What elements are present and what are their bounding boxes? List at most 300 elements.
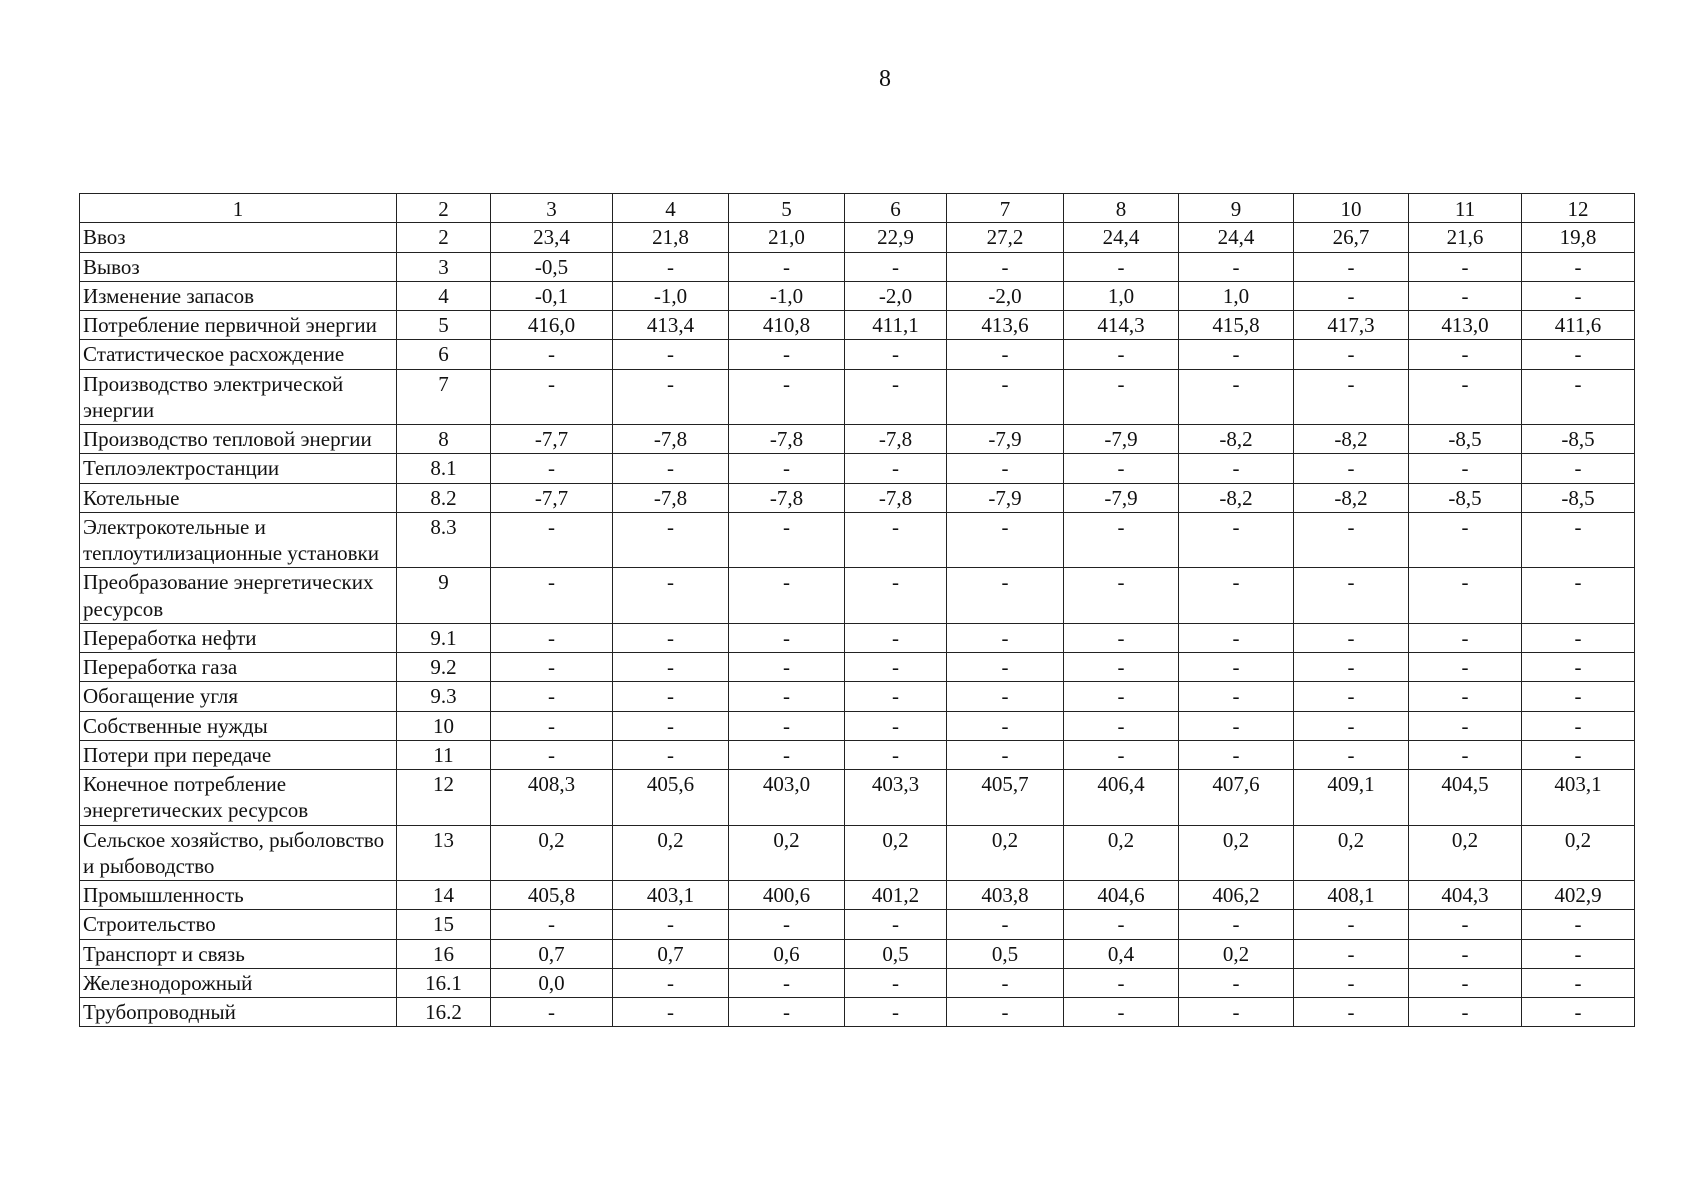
table-cell: -: [1522, 939, 1635, 968]
table-cell: -: [1294, 369, 1409, 425]
table-cell: 0,2: [491, 825, 613, 881]
table-row: [80, 998, 1635, 1027]
table-cell: -: [1522, 281, 1635, 310]
table-cell: -: [491, 682, 613, 711]
table-cell: -: [1409, 281, 1522, 310]
table-cell: -1,0: [613, 281, 729, 310]
table-cell: 403,1: [1522, 770, 1635, 826]
table-row: [80, 653, 1635, 682]
table-cell: 402,9: [1522, 881, 1635, 910]
table-cell: -: [1522, 568, 1635, 624]
table-cell: -: [947, 711, 1064, 740]
table-cell: -8,5: [1522, 425, 1635, 454]
table-cell: -: [1294, 281, 1409, 310]
table-cell: -: [1522, 623, 1635, 652]
table-cell: -: [491, 512, 613, 568]
table-cell: 403,1: [613, 881, 729, 910]
table-cell: -: [947, 568, 1064, 624]
table-cell: 0,2: [1179, 825, 1294, 881]
table-cell: -: [1522, 252, 1635, 281]
table-cell: -: [729, 711, 845, 740]
table-cell: 407,6: [1179, 770, 1294, 826]
table-cell: -: [1294, 740, 1409, 769]
table-cell: 409,1: [1294, 770, 1409, 826]
table-cell: -: [613, 340, 729, 369]
table-cell: -: [729, 369, 845, 425]
table-cell: -: [1179, 340, 1294, 369]
table-cell: -: [729, 252, 845, 281]
table-row: [80, 623, 1635, 652]
column-header: 3: [491, 194, 613, 223]
row-code: 6: [397, 340, 491, 369]
row-code: 7: [397, 369, 491, 425]
table-cell: -: [1179, 910, 1294, 939]
table-cell: 0,7: [613, 939, 729, 968]
table-cell: -: [947, 252, 1064, 281]
table-cell: -: [1179, 740, 1294, 769]
table-cell: 0,2: [845, 825, 947, 881]
table-cell: 403,8: [947, 881, 1064, 910]
table-cell: 0,0: [491, 968, 613, 997]
table-cell: -2,0: [947, 281, 1064, 310]
column-header: 1: [80, 194, 397, 223]
table-row: [80, 223, 1635, 252]
row-code: 3: [397, 252, 491, 281]
table-cell: -: [729, 340, 845, 369]
table-cell: 410,8: [729, 311, 845, 340]
table-cell: 405,8: [491, 881, 613, 910]
table-cell: -: [1522, 968, 1635, 997]
table-cell: -: [729, 910, 845, 939]
table-cell: -: [613, 568, 729, 624]
table-cell: -: [1409, 653, 1522, 682]
row-label: Обогащение угля: [80, 682, 397, 711]
table-cell: -: [613, 623, 729, 652]
row-label: Трубопроводный: [80, 998, 397, 1027]
row-label: Переработка газа: [80, 653, 397, 682]
row-label: Конечное потребление энергетических ресурсов: [80, 770, 397, 826]
table-cell: -: [613, 653, 729, 682]
table-row: [80, 968, 1635, 997]
table-cell: 408,3: [491, 770, 613, 826]
table-cell: -: [613, 910, 729, 939]
table-cell: -: [1294, 682, 1409, 711]
table-cell: 24,4: [1064, 223, 1179, 252]
table-cell: -: [1522, 369, 1635, 425]
table-cell: -: [729, 968, 845, 997]
table-cell: -: [491, 623, 613, 652]
table-cell: -2,0: [845, 281, 947, 310]
row-code: 8: [397, 425, 491, 454]
table-cell: 0,5: [947, 939, 1064, 968]
table-cell: -: [845, 910, 947, 939]
table-cell: -: [1064, 623, 1179, 652]
table-cell: 24,4: [1179, 223, 1294, 252]
table-body: [80, 223, 1635, 1027]
row-label: Железнодорожный: [80, 968, 397, 997]
page-number: 8: [879, 66, 891, 92]
column-header: 2: [397, 194, 491, 223]
table-cell: -: [1522, 910, 1635, 939]
table-cell: 411,1: [845, 311, 947, 340]
row-label: Промышленность: [80, 881, 397, 910]
table-row: [80, 825, 1635, 881]
table-cell: -: [1294, 939, 1409, 968]
table-cell: -: [613, 968, 729, 997]
table-cell: -: [947, 340, 1064, 369]
table-row: [80, 512, 1635, 568]
table-cell: -: [845, 682, 947, 711]
table-cell: -: [947, 740, 1064, 769]
row-label: Изменение запасов: [80, 281, 397, 310]
table-cell: -: [491, 740, 613, 769]
table-cell: -: [1409, 968, 1522, 997]
table-cell: 0,2: [1409, 825, 1522, 881]
table-cell: -: [491, 653, 613, 682]
row-code: 9.2: [397, 653, 491, 682]
table-cell: 0,2: [1179, 939, 1294, 968]
table-cell: -: [613, 740, 729, 769]
table-cell: -: [729, 682, 845, 711]
table-cell: -: [613, 711, 729, 740]
table-cell: -7,8: [845, 483, 947, 512]
table-cell: -: [1179, 369, 1294, 425]
table-cell: -: [1522, 512, 1635, 568]
table-cell: -: [613, 998, 729, 1027]
table-cell: 23,4: [491, 223, 613, 252]
table-cell: -: [947, 454, 1064, 483]
table-cell: -7,9: [1064, 425, 1179, 454]
column-header: 10: [1294, 194, 1409, 223]
column-header: 12: [1522, 194, 1635, 223]
table-cell: -: [729, 653, 845, 682]
row-label: Теплоэлектростанции: [80, 454, 397, 483]
row-label: Сельское хозяйство, рыболовство и рыбоводство: [80, 825, 397, 881]
table-cell: -: [491, 340, 613, 369]
table-cell: -: [1409, 910, 1522, 939]
table-cell: 1,0: [1179, 281, 1294, 310]
table-cell: -: [947, 512, 1064, 568]
table-cell: -: [1522, 653, 1635, 682]
table-cell: -8,5: [1522, 483, 1635, 512]
table-cell: -: [1409, 939, 1522, 968]
row-code: 15: [397, 910, 491, 939]
table-cell: -8,2: [1179, 425, 1294, 454]
row-code: 9: [397, 568, 491, 624]
table-cell: -: [1409, 252, 1522, 281]
column-header: 6: [845, 194, 947, 223]
row-code: 4: [397, 281, 491, 310]
table-cell: -: [845, 623, 947, 652]
table-cell: -: [1522, 998, 1635, 1027]
table-cell: -: [845, 568, 947, 624]
table-cell: 26,7: [1294, 223, 1409, 252]
table-cell: -: [845, 369, 947, 425]
column-header: 7: [947, 194, 1064, 223]
table-cell: -: [1409, 454, 1522, 483]
table-row: [80, 425, 1635, 454]
table-cell: -7,8: [729, 483, 845, 512]
row-code: 16.1: [397, 968, 491, 997]
table-cell: 416,0: [491, 311, 613, 340]
table-cell: -8,5: [1409, 425, 1522, 454]
table-cell: -: [1522, 340, 1635, 369]
table-cell: -: [491, 998, 613, 1027]
table-cell: -7,7: [491, 483, 613, 512]
table-cell: -: [1409, 340, 1522, 369]
table-cell: -: [845, 454, 947, 483]
table-cell: -7,8: [613, 425, 729, 454]
table-cell: 406,4: [1064, 770, 1179, 826]
table-cell: -: [1409, 998, 1522, 1027]
header-row: [80, 194, 1635, 223]
table-cell: -: [1409, 682, 1522, 711]
table-cell: 417,3: [1294, 311, 1409, 340]
table-cell: -: [613, 512, 729, 568]
table-cell: 0,4: [1064, 939, 1179, 968]
table-cell: -: [1409, 740, 1522, 769]
table-cell: -: [1294, 340, 1409, 369]
table-header: [80, 194, 1635, 223]
table-row: [80, 740, 1635, 769]
row-label: Вывоз: [80, 252, 397, 281]
table-cell: -: [613, 369, 729, 425]
table-cell: -: [729, 454, 845, 483]
table-cell: -8,5: [1409, 483, 1522, 512]
column-header: 4: [613, 194, 729, 223]
table-cell: -: [1064, 252, 1179, 281]
row-label: Потребление первичной энергии: [80, 311, 397, 340]
row-code: 2: [397, 223, 491, 252]
table-row: [80, 369, 1635, 425]
table-cell: -: [947, 910, 1064, 939]
table-row: [80, 711, 1635, 740]
table-cell: -: [1294, 711, 1409, 740]
table-cell: -: [845, 340, 947, 369]
row-code: 12: [397, 770, 491, 826]
row-label: Ввоз: [80, 223, 397, 252]
table-cell: -: [1064, 568, 1179, 624]
table-row: [80, 281, 1635, 310]
column-header: 5: [729, 194, 845, 223]
table-cell: -: [1294, 998, 1409, 1027]
table-cell: -: [729, 568, 845, 624]
table-cell: -: [1064, 711, 1179, 740]
row-label: Производство электрической энергии: [80, 369, 397, 425]
table-row: [80, 340, 1635, 369]
table-cell: -: [947, 682, 1064, 711]
row-label: Переработка нефти: [80, 623, 397, 652]
table-cell: -: [1064, 682, 1179, 711]
row-label: Собственные нужды: [80, 711, 397, 740]
table-cell: -: [845, 711, 947, 740]
table-cell: -: [1294, 653, 1409, 682]
row-code: 8.2: [397, 483, 491, 512]
table-cell: -: [1179, 682, 1294, 711]
table-cell: -8,2: [1294, 425, 1409, 454]
table-row: [80, 311, 1635, 340]
table-cell: -: [947, 998, 1064, 1027]
table-cell: -: [1522, 454, 1635, 483]
table-cell: 404,6: [1064, 881, 1179, 910]
table-cell: 0,5: [845, 939, 947, 968]
table-cell: -: [1294, 623, 1409, 652]
table-cell: -: [1179, 623, 1294, 652]
table-cell: -: [947, 623, 1064, 652]
table-cell: -7,8: [613, 483, 729, 512]
table-cell: -: [1179, 968, 1294, 997]
table-row: [80, 252, 1635, 281]
row-code: 10: [397, 711, 491, 740]
table-cell: -: [1179, 998, 1294, 1027]
table-cell: 405,6: [613, 770, 729, 826]
column-header: 9: [1179, 194, 1294, 223]
table-cell: 400,6: [729, 881, 845, 910]
table-cell: 0,2: [947, 825, 1064, 881]
table-cell: -: [491, 369, 613, 425]
table-cell: -: [947, 653, 1064, 682]
table-cell: -: [1409, 512, 1522, 568]
table-cell: -: [1294, 252, 1409, 281]
table-cell: -: [1409, 568, 1522, 624]
table-cell: -: [491, 454, 613, 483]
table-row: [80, 770, 1635, 826]
table-cell: -7,9: [947, 483, 1064, 512]
table-cell: -: [491, 568, 613, 624]
table-row: [80, 881, 1635, 910]
table-cell: -: [613, 454, 729, 483]
table-cell: -: [1064, 740, 1179, 769]
table-cell: -1,0: [729, 281, 845, 310]
table-cell: 401,2: [845, 881, 947, 910]
table-cell: 411,6: [1522, 311, 1635, 340]
table-cell: 405,7: [947, 770, 1064, 826]
table-cell: 0,2: [1294, 825, 1409, 881]
row-code: 9.1: [397, 623, 491, 652]
table-cell: -7,7: [491, 425, 613, 454]
table-cell: -: [1064, 910, 1179, 939]
table-cell: -0,5: [491, 252, 613, 281]
table-cell: 0,7: [491, 939, 613, 968]
table-cell: -: [845, 512, 947, 568]
table-cell: -: [1294, 968, 1409, 997]
table-cell: 19,8: [1522, 223, 1635, 252]
row-code: 14: [397, 881, 491, 910]
table-cell: -: [1179, 252, 1294, 281]
table-cell: 0,2: [613, 825, 729, 881]
table-row: [80, 454, 1635, 483]
table-cell: 21,0: [729, 223, 845, 252]
table-cell: -: [1179, 568, 1294, 624]
row-label: Преобразование энергетических ресурсов: [80, 568, 397, 624]
table-cell: -7,9: [947, 425, 1064, 454]
column-header: 8: [1064, 194, 1179, 223]
table-cell: -7,8: [729, 425, 845, 454]
table-cell: -: [729, 740, 845, 769]
table-cell: -: [947, 968, 1064, 997]
row-label: Потери при передаче: [80, 740, 397, 769]
table-cell: -: [1294, 454, 1409, 483]
table-cell: -: [491, 711, 613, 740]
table-cell: 0,2: [1064, 825, 1179, 881]
table-cell: -: [729, 623, 845, 652]
row-code: 11: [397, 740, 491, 769]
table-cell: -: [1294, 568, 1409, 624]
table-cell: -: [1409, 623, 1522, 652]
table-cell: -8,2: [1294, 483, 1409, 512]
table-cell: -: [845, 968, 947, 997]
column-header: 11: [1409, 194, 1522, 223]
table-cell: -: [1064, 653, 1179, 682]
table-cell: 408,1: [1294, 881, 1409, 910]
table-cell: 404,3: [1409, 881, 1522, 910]
table-cell: -: [1522, 682, 1635, 711]
table-cell: 21,8: [613, 223, 729, 252]
table-cell: -: [1522, 711, 1635, 740]
table-cell: 403,0: [729, 770, 845, 826]
table-cell: -8,2: [1179, 483, 1294, 512]
table-cell: -: [1179, 653, 1294, 682]
energy-balance-table: [79, 193, 1635, 1027]
table-cell: 414,3: [1064, 311, 1179, 340]
row-code: 13: [397, 825, 491, 881]
table-cell: 0,6: [729, 939, 845, 968]
table-cell: 413,4: [613, 311, 729, 340]
table-cell: -: [1294, 910, 1409, 939]
table-cell: -: [613, 252, 729, 281]
table-cell: 403,3: [845, 770, 947, 826]
table-cell: 22,9: [845, 223, 947, 252]
row-code: 5: [397, 311, 491, 340]
table-cell: -: [845, 998, 947, 1027]
table-cell: 404,5: [1409, 770, 1522, 826]
table-row: [80, 910, 1635, 939]
table-cell: 0,2: [729, 825, 845, 881]
table-cell: -: [491, 910, 613, 939]
table-cell: -: [1064, 998, 1179, 1027]
table-cell: -7,9: [1064, 483, 1179, 512]
table-cell: 413,0: [1409, 311, 1522, 340]
row-label: Статистическое расхождение: [80, 340, 397, 369]
row-label: Строительство: [80, 910, 397, 939]
table-cell: -: [1064, 340, 1179, 369]
table-cell: -: [729, 998, 845, 1027]
table-row: [80, 568, 1635, 624]
table-cell: 27,2: [947, 223, 1064, 252]
row-label: Котельные: [80, 483, 397, 512]
table-cell: -: [947, 369, 1064, 425]
table-cell: 0,2: [1522, 825, 1635, 881]
row-code: 16: [397, 939, 491, 968]
table-cell: -: [1179, 454, 1294, 483]
row-code: 9.3: [397, 682, 491, 711]
table-cell: 413,6: [947, 311, 1064, 340]
table-cell: -0,1: [491, 281, 613, 310]
table-cell: -: [845, 740, 947, 769]
table-cell: -: [845, 252, 947, 281]
row-label: Производство тепловой энергии: [80, 425, 397, 454]
table-cell: -: [1064, 369, 1179, 425]
row-code: 16.2: [397, 998, 491, 1027]
table-cell: -: [845, 653, 947, 682]
row-code: 8.3: [397, 512, 491, 568]
table-cell: 415,8: [1179, 311, 1294, 340]
table-cell: -7,8: [845, 425, 947, 454]
table-row: [80, 483, 1635, 512]
table-cell: 21,6: [1409, 223, 1522, 252]
table-cell: -: [1294, 512, 1409, 568]
table-cell: 1,0: [1064, 281, 1179, 310]
